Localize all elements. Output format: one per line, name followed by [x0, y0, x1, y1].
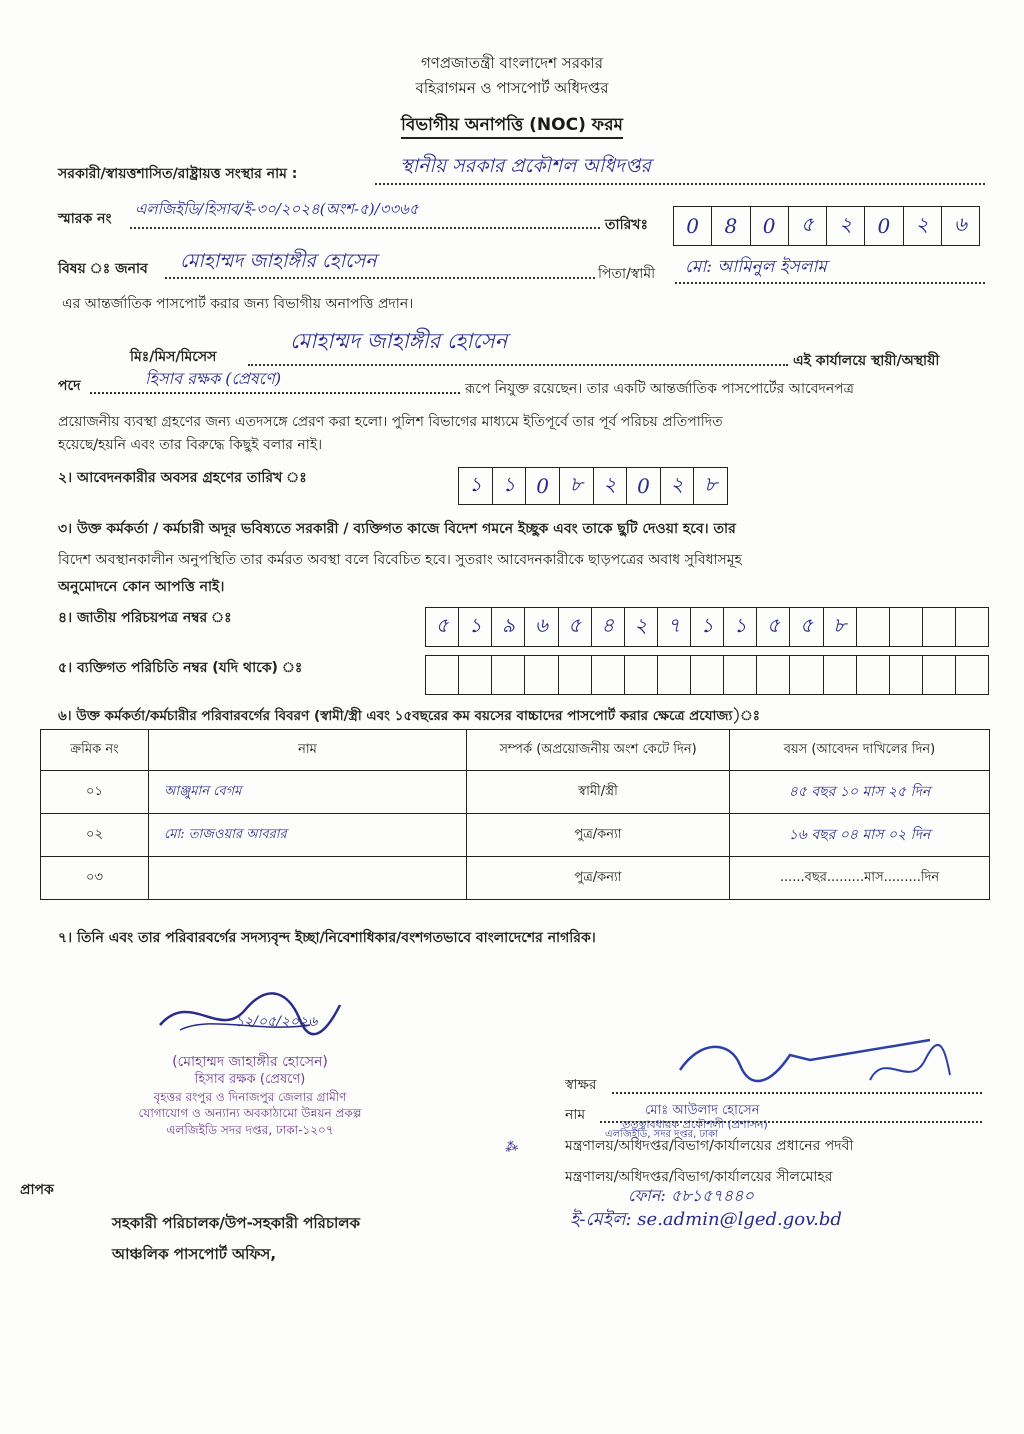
left-stamp-office: এলজিইডি সদর দপ্তর, ঢাকা-১২০৭: [166, 1123, 334, 1137]
personal-id-digit-box[interactable]: [426, 656, 459, 694]
nid-digit-box[interactable]: [956, 608, 988, 646]
para3-line1: ৩। উক্ত কর্মকর্তা / কর্মচারী অদূর ভবিষ্যতে সরকারী / ব্যক্তিগত কাজে বিদেশ গমনে ইচ্ছুক এবং তাকে ছুটি দেওয়া হবে। তার: [58, 521, 736, 537]
memo-date-label: তারিখঃ: [605, 217, 648, 233]
row-age[interactable]: ৪৫ বছর ১০ মাস ২৫ দিন: [730, 771, 990, 814]
govt-heading: গণপ্রজাতন্ত্রী বাংলাদেশ সরকার: [420, 54, 604, 72]
family-table: [40, 729, 990, 900]
signer-name: মোঃ আউলাদ হোসেন: [645, 1103, 760, 1118]
retire-date-digit-box[interactable]: ১: [493, 468, 527, 504]
post-label: পদে: [58, 378, 81, 394]
personal-id-digit-box[interactable]: [459, 656, 492, 694]
row-serial: ০২: [41, 814, 149, 857]
personal-id-digit-box[interactable]: [824, 656, 857, 694]
family-table-header: [41, 730, 990, 771]
para3-line2: বিদেশ অবস্থানকালীন অনুপস্থিতি তার কর্মরত অবস্থা বলে বিবেচিত হবে। সুতরাং আবেদনকারীকে ছাড়পত্রের অবাধ সুবিধাসমূহ: [58, 552, 742, 568]
phone-value: ফোন: ৫৮১৫৭৪৪০: [628, 1186, 754, 1205]
personal-id-digit-box[interactable]: [492, 656, 525, 694]
retire-date-digit-box[interactable]: 0: [526, 468, 560, 504]
form-title-wrap: [0, 112, 1024, 140]
retire-date-boxes[interactable]: [458, 467, 728, 505]
personal-id-digit-box[interactable]: [625, 656, 658, 694]
post-value[interactable]: হিসাব রক্ষক (প্রেষণে): [145, 369, 282, 388]
personal-id-digit-box[interactable]: [757, 656, 790, 694]
nid-digit-box[interactable]: ৬: [525, 608, 558, 646]
nid-digit-box[interactable]: ৭: [658, 608, 691, 646]
email-value: ই-মেইল: se.admin@lged.gov.bd: [570, 1209, 842, 1230]
row-relation: স্বামী/স্ত্রী: [467, 771, 730, 814]
nid-label: ৪। জাতীয় পরিচয়পত্র নম্বর ঃ: [58, 610, 232, 626]
nid-digit-box[interactable]: ৮: [824, 608, 857, 646]
para1-name[interactable]: মোহাম্মদ জাহাঙ্গীর হোসেন: [290, 329, 508, 353]
recipient-line2: আঞ্চলিক পাসপোর্ট অফিস,: [112, 1245, 277, 1263]
right-signature: [670, 1030, 960, 1100]
org-label: সরকারী/স্বায়ত্তশাসিত/রাষ্ট্রায়ত্ত সংস্থার নাম :: [58, 166, 298, 182]
subject-line2: এর আন্তর্জাতিক পাসপোর্ট করার জন্য বিভাগীয় অনাপত্তি প্রদান।: [62, 296, 414, 312]
memo-value[interactable]: এলজিইডি/হিসাব/ই-৩০/২০২৪(অংশ-৫)/৩৩৬৫: [135, 200, 419, 218]
nid-boxes[interactable]: [425, 607, 989, 647]
personal-id-digit-box[interactable]: [890, 656, 923, 694]
retire-date-digit-box[interactable]: ১: [459, 468, 493, 504]
left-stamp-project1: বৃহত্তর রংপুর ও দিনাজপুর জেলার গ্রামীণ: [153, 1090, 347, 1104]
left-sign-date: ১২/০৫/২০২৬: [235, 1014, 318, 1030]
citizenship-line: ৭। তিনি এবং তার পরিবারবর্গের সদস্যবৃন্দ ইচ্ছা/নিবেশাধিকার/বংশগতভাবে বাংলাদেশের নাগরিক।: [58, 930, 596, 946]
personal-id-digit-box[interactable]: [559, 656, 592, 694]
nid-digit-box[interactable]: ৫: [790, 608, 823, 646]
personal-id-digit-box[interactable]: [691, 656, 724, 694]
row-relation: পুত্র/কন্যা: [467, 857, 730, 900]
personal-id-digit-box[interactable]: [658, 656, 691, 694]
table-row: [41, 857, 990, 900]
personal-id-digit-box[interactable]: [525, 656, 558, 694]
retire-date-digit-box[interactable]: ৮: [560, 468, 594, 504]
nid-digit-box[interactable]: ১: [724, 608, 757, 646]
memo-date-boxes[interactable]: [673, 206, 980, 246]
personal-id-boxes[interactable]: [425, 655, 989, 695]
personal-id-digit-box[interactable]: [592, 656, 625, 694]
memo-date-digit-box[interactable]: 8: [712, 207, 750, 245]
retire-date-digit-box[interactable]: ২: [594, 468, 628, 504]
family-heading: ৬। উক্ত কর্মকর্তা/কর্মচারীর পরিবারবর্গের বিবরণ (স্বামী/স্ত্রী এবং ১৫বছরের কম বয়সের বাচ্চাদের পাসপোর্ট করার ক্ষেত্রে প্রযোজ্য)ঃ: [58, 708, 760, 724]
father-dotline: [675, 282, 985, 284]
row-name[interactable]: মো: তাজওয়ার আবরার: [149, 814, 467, 857]
left-stamp-project2: যোগাযোগ ও অন্যান্য অবকাঠামো উন্নয়ন প্রকল্প: [138, 1106, 362, 1120]
row-relation: পুত্র/কন্যা: [467, 814, 730, 857]
org-value[interactable]: স্থানীয় সরকার প্রকৌশল অধিদপ্তর: [400, 155, 651, 177]
memo-date-digit-box[interactable]: ২: [904, 207, 942, 245]
memo-dotline: [130, 227, 600, 229]
recipient-label: প্রাপক: [20, 1182, 54, 1198]
personal-id-digit-box[interactable]: [790, 656, 823, 694]
personal-id-digit-box[interactable]: [923, 656, 956, 694]
signer-stamp-post: তত্ত্বাবধায়ক প্রকৌশলী (প্রশাসন): [622, 1118, 768, 1131]
office-text: এই কার্যালয়ে স্থায়ী/অস্থায়ী: [793, 353, 940, 369]
subject-label: বিষয় ঃ জনাব: [58, 261, 148, 277]
nid-digit-box[interactable]: ৫: [559, 608, 592, 646]
nid-digit-box[interactable]: ১: [691, 608, 724, 646]
sign-label: স্বাক্ষর: [565, 1077, 597, 1093]
para1-line2-rest: রূপে নিযুক্ত রয়েছেন। তার একটি আন্তর্জাতিক পাসপোর্টের আবেদনপত্র: [465, 381, 854, 397]
table-row: [41, 771, 990, 814]
row-age[interactable]: ১৬ বছর ০৪ মাস ০২ দিন: [730, 814, 990, 857]
col-serial: ক্রমিক নং: [41, 730, 149, 771]
seal-label: মন্ত্রণালয়/অধিদপ্তর/বিভাগ/কার্যালয়ের সীলমোহর: [565, 1169, 833, 1185]
retire-label: ২। আবেদনকারীর অবসর গ্রহণের তারিখ ঃ: [58, 470, 307, 486]
personal-id-digit-box[interactable]: [956, 656, 988, 694]
row-serial: ০১: [41, 771, 149, 814]
nid-digit-box[interactable]: ৪: [592, 608, 625, 646]
personal-id-label: ৫। ব্যক্তিগত পরিচিতি নম্বর (যদি থাকে) ঃ: [58, 660, 303, 676]
col-age: বয়স (আবেদন দাখিলের দিন): [730, 730, 990, 771]
dept-heading: বহিরাগমন ও পাসপোর্ট অধিদপ্তর: [415, 79, 609, 97]
signer-stamp-office: এলজিইডি, সদর দপ্তর, ঢাকা: [605, 1129, 718, 1140]
row-name[interactable]: [149, 857, 467, 900]
memo-label: স্মারক নং: [58, 211, 112, 227]
nid-digit-box[interactable]: ২: [625, 608, 658, 646]
sign-dotline: [612, 1092, 982, 1094]
father-label: পিতা/স্বামী: [598, 266, 656, 282]
designation-label: মন্ত্রণালয়/অধিদপ্তর/বিভাগ/কার্যালয়ের প্রধানের পদবী: [565, 1138, 854, 1154]
retire-date-digit-box[interactable]: ২: [661, 468, 695, 504]
initials-scribble: ⁂: [503, 1138, 520, 1157]
nid-digit-box[interactable]: ৫: [426, 608, 459, 646]
nid-digit-box[interactable]: ৫: [757, 608, 790, 646]
nid-digit-box[interactable]: [923, 608, 956, 646]
col-relation: সম্পর্ক (অপ্রয়োজনীয় অংশ কেটে দিন): [467, 730, 730, 771]
retire-date-digit-box[interactable]: 0: [627, 468, 661, 504]
col-name: নাম: [149, 730, 467, 771]
nid-digit-box[interactable]: ৯: [492, 608, 525, 646]
row-serial: ০৩: [41, 857, 149, 900]
memo-date-digit-box[interactable]: ৬: [953, 211, 967, 236]
row-name[interactable]: আঞ্জুমান বেগম: [149, 771, 467, 814]
name-label: নাম: [565, 1107, 586, 1123]
nid-digit-box[interactable]: ১: [459, 608, 492, 646]
memo-date-digit-box[interactable]: 0: [865, 207, 903, 245]
table-row: [41, 814, 990, 857]
left-stamp-name: (মোহাম্মদ জাহাঙ্গীর হোসেন): [172, 1054, 328, 1070]
row-age[interactable]: ......বছর.........মাস.........দিন: [730, 857, 990, 900]
subject-name[interactable]: মোহাম্মদ জাহাঙ্গীর হোসেন: [180, 250, 377, 272]
retire-date-digit-box[interactable]: ৮: [704, 471, 718, 496]
memo-date-digit-box[interactable]: ৫: [789, 207, 827, 245]
father-value[interactable]: মো: আমিনুল ইসলাম: [685, 257, 827, 277]
memo-date-digit-box[interactable]: 0: [674, 207, 712, 245]
salutation: মিঃ/মিস/মিসেস: [130, 349, 217, 365]
nid-digit-box[interactable]: [890, 608, 923, 646]
memo-date-digit-box[interactable]: 0: [751, 207, 789, 245]
para1-name-dotline: [248, 364, 788, 366]
form-title: বিভাগীয় অনাপত্তি (NOC) ফরম: [401, 115, 623, 139]
recipient-line1: সহকারী পরিচালক/উপ-সহকারী পরিচালক: [112, 1214, 361, 1232]
personal-id-digit-box[interactable]: [724, 656, 757, 694]
personal-id-digit-box[interactable]: [857, 656, 890, 694]
para1-line3: প্রয়োজনীয় ব্যবস্থা গ্রহণের জন্য এতদসঙ্গে প্রেরণ করা হলো। পুলিশ বিভাগের মাধ্যমে ইতিপূর্বে তার পূর্ব পরিচয় প্রতিপাদিত: [58, 414, 723, 430]
para3-line3: অনুমোদনে কোন আপত্তি নাই।: [58, 579, 225, 595]
para1-line4: হয়েছে/হয়নি এবং তার বিরুদ্ধে কিছুই বলার নাই।: [58, 437, 323, 453]
left-stamp-post: হিসাব রক্ষক (প্রেষণে): [194, 1072, 306, 1087]
nid-digit-box[interactable]: [857, 608, 890, 646]
memo-date-digit-box[interactable]: ২: [827, 207, 865, 245]
